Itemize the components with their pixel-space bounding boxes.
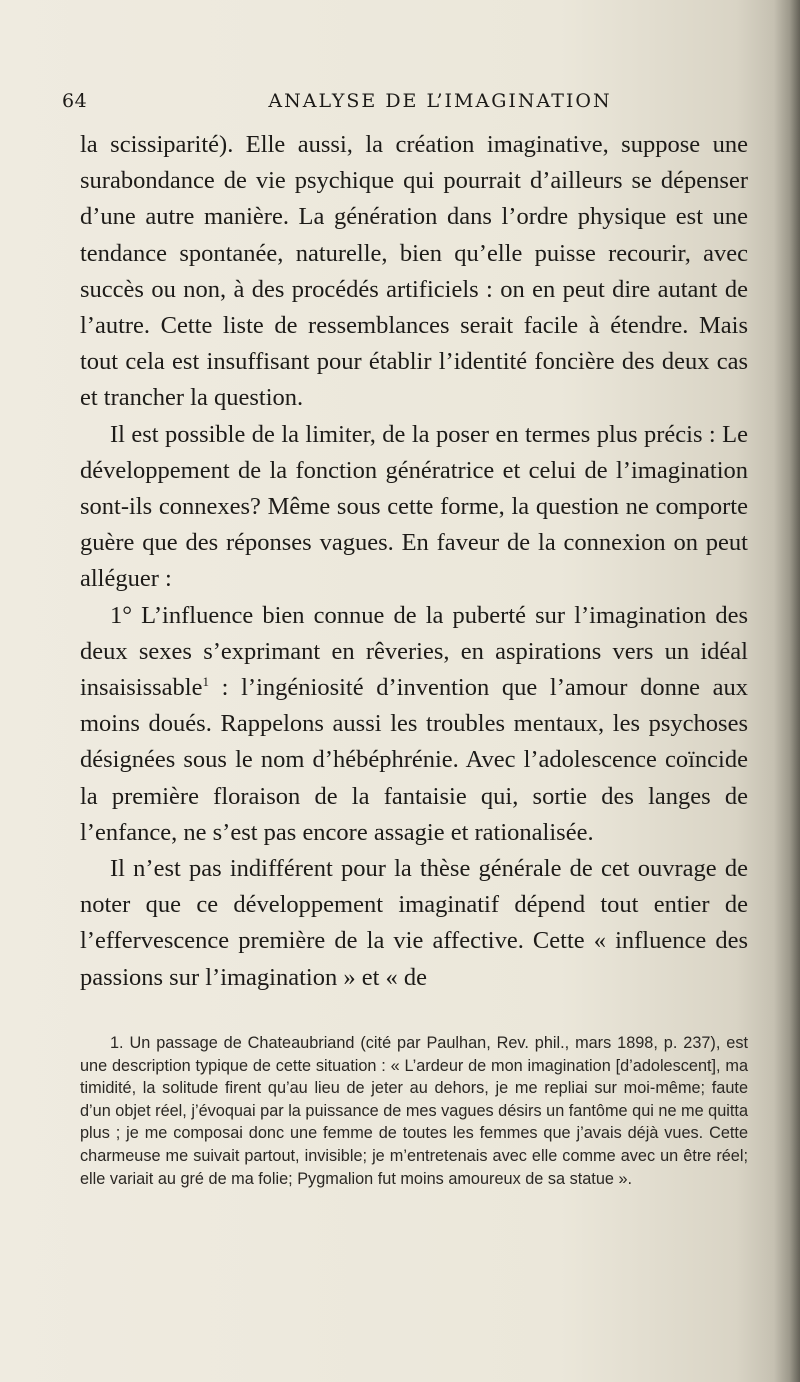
paragraph-text: : l’ingéniosité d’invention que l’amour donne aux moins doués. Rappelons aussi les troubles mentaux, les psychoses désignées sous le nom d’hébéphrénie. Avec l’adolescence coïncide la première floraison de la fantaisie qui, sortie des langes de l’enfance, ne s’est pas encore assagie et rationalisée. bbox=[80, 674, 748, 846]
paragraph bbox=[80, 598, 748, 851]
paragraph: Il est possible de la limiter, de la poser en termes plus précis : Le développement de la fonction génératrice et celui de l’imagination sont-ils connexes? Même sous cette forme, la question ne comporte guère que des réponses vagues. En faveur de la connexion on peut alléguer : bbox=[80, 420, 748, 593]
footnote-reference: 1 bbox=[202, 673, 209, 689]
page-edge-shadow bbox=[774, 0, 800, 1382]
paragraph-text: 1° L’influence bien connue de la puberté sur l’imagination des deux sexes s’exprimant en rêveries, en aspirations vers un idéal insaisissable bbox=[80, 601, 748, 702]
paragraph: Il n’est pas indifférent pour la thèse générale de cet ouvrage de noter que ce développement imaginatif dépend tout entier de l’effervescence première de la vie affective. Cette « influence des passions sur l’imagination » et « de bbox=[80, 855, 748, 991]
paragraph: la scissiparité). Elle aussi, la création imaginative, suppose une surabondance de vie psychique qui pourrait d’ailleurs se dépenser d’une autre manière. La génération dans l’ordre physique est une tendance spontanée, naturelle, bien qu’elle puisse recourir, avec succès ou non, à des procédés artificiels : on en peut dire autant de l’autre. Cette liste de ressemblances serait facile à étendre. Mais tout cela est insuffisant pour établir l’identité foncière des deux cas et trancher la question. bbox=[80, 131, 748, 412]
footnote-text: Un passage de Chateaubriand (cité par Paulhan, Rev. phil., mars 1898, p. 237), est une description typique de cette situation : « L’ardeur de mon imagination [d’adolescent], ma timidité, la solitude firent qu’au lieu de jeter au dehors, je me repliai sur moi-même; faute d’un objet réel, j’évoquai par la puissance de mes vagues désirs un fantôme qui ne me quitta plus ; je me composai donc une femme de toutes les femmes que j’avais déjà vues. Cette charmeuse me suivait partout, invisible; je m’entretenais avec elle comme avec un être réel; elle variait au gré de ma folie; Pygmalion fut moins amoureux de sa statue ». bbox=[80, 1034, 748, 1188]
running-title: ANALYSE DE L’IMAGINATION bbox=[268, 90, 612, 112]
footnote-number: 1. bbox=[110, 1034, 124, 1052]
page-header bbox=[62, 90, 742, 118]
main-text bbox=[80, 127, 748, 996]
page-number: 64 bbox=[62, 90, 88, 112]
footnote-area bbox=[80, 1032, 748, 1190]
footnote bbox=[80, 1032, 748, 1190]
